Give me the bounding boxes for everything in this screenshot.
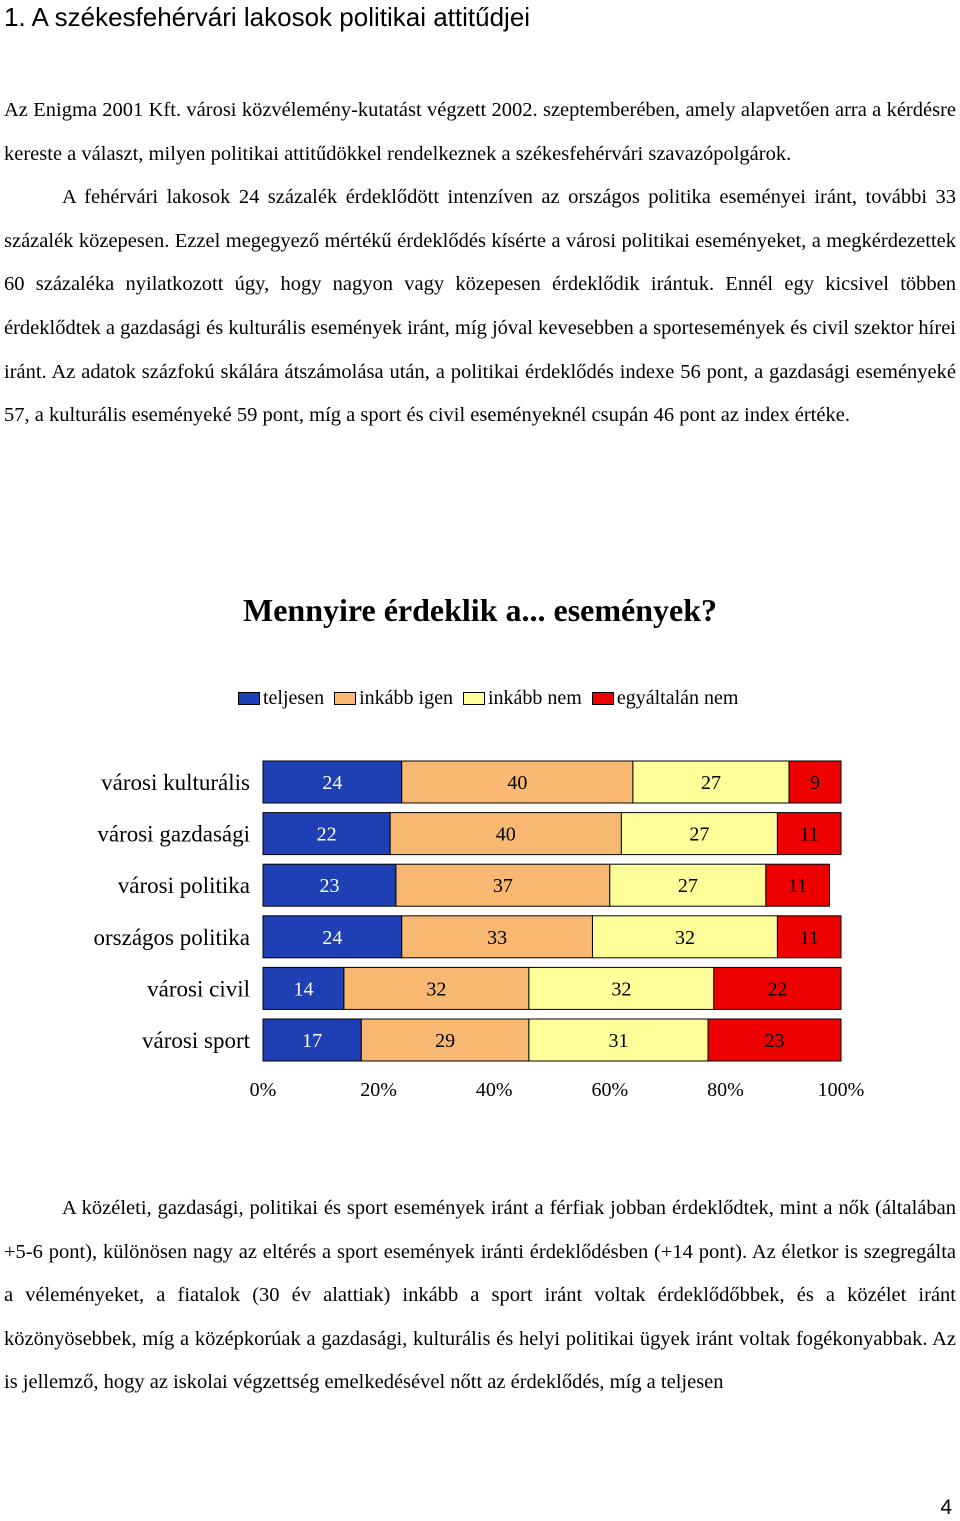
x-tick-label: 100% xyxy=(817,1079,865,1101)
data-label: 27 xyxy=(700,772,721,794)
x-tick-label: 40% xyxy=(475,1079,513,1101)
category-label: országos politika xyxy=(93,924,250,950)
legend-swatch xyxy=(238,692,260,705)
conclusion-paragraph xyxy=(4,1187,956,1405)
data-label: 29 xyxy=(435,1030,456,1052)
data-label: 33 xyxy=(487,926,508,949)
data-label: 32 xyxy=(611,978,632,1001)
data-label: 32 xyxy=(426,978,447,1001)
legend-label: inkább igen xyxy=(359,687,453,709)
data-label: 40 xyxy=(495,823,516,846)
x-tick-label: 80% xyxy=(707,1079,744,1101)
intro-paragraph-findings: A fehérvári lakosok 24 százalék érdeklődött intenzíven az országos politika eseményei iránt, további 33 százalék közepesen. Ezzel megegyező mértékű érdeklődés kísérte a városi politikai eseményeket, a megkérdezettek 60 százaléka nyilatkozott úgy, hogy nagyon vagy közepesen érdeklődik irántuk. Ennél egy kicsivel többen érdeklődtek a gazdasági és kulturális események iránt, míg jóval kevesebben a sportesemények és civil szektor hírei iránt. Az adatok százfokú skálára átszámolása után, a politikai érdeklődés indexe 56 pont, a gazdasági eseményeké 57, a kulturális eseményeké 59 pont, míg a sport és civil eseményeknél csupán 46 pont az index értéke. xyxy=(4,186,956,427)
legend-item-egyaltalan-nem xyxy=(592,684,739,712)
legend-swatch xyxy=(592,692,614,705)
data-label: 17 xyxy=(302,1030,323,1052)
data-label: 22 xyxy=(316,823,337,846)
legend-label: egyáltalán nem xyxy=(616,687,739,709)
stacked-bar-chart xyxy=(0,740,960,1120)
legend-swatch xyxy=(334,692,356,705)
legend-item-inkabb-nem xyxy=(463,684,582,712)
data-label: 14 xyxy=(293,978,314,1001)
x-tick-label: 20% xyxy=(360,1079,397,1101)
legend-item-inkabb-igen xyxy=(334,684,453,712)
legend-label: inkább nem xyxy=(487,687,582,709)
data-label: 37 xyxy=(492,875,513,898)
x-tick-label: 60% xyxy=(591,1079,629,1101)
category-label: városi gazdasági xyxy=(97,821,250,847)
category-label: városi sport xyxy=(142,1028,250,1053)
data-label: 11 xyxy=(799,823,819,846)
data-label: 23 xyxy=(764,1030,785,1052)
data-label: 11 xyxy=(799,926,819,949)
data-label: 40 xyxy=(507,772,528,794)
chart-legend xyxy=(238,684,748,712)
legend-item-teljesen xyxy=(238,684,324,712)
data-label: 24 xyxy=(322,772,343,794)
intro-paragraph-sentence: Az Enigma 2001 Kft. városi közvélemény-kutatást végzett 2002. szeptemberében, amely alapvetően arra a kérdésre kereste a választ, milyen politikai attitűdökkel rendelkeznek a székesfehérvári szavazópolgárok. xyxy=(4,99,956,165)
conclusion-paragraph-text: A közéleti, gazdasági, politikai és sport események iránt a férfiak jobban érdeklődtek, mint a nők (általában +5-6 pont), különösen nagy az eltérés a sport események iránti érdeklődésben (+14 pont). Az életkor is szegregálta a véleményeket, a fiatalok (30 év alattiak) inkább a sport iránt voltak érdeklődőbbek, és a közélet iránt közönyösebbek, míg a középkorúak a gazdasági, kulturális és helyi politikai ügyek iránt voltak fogékonyabbak. Az is jellemző, hogy az iskolai végzettség emelkedésével nőtt az érdeklődés, míg a teljesen xyxy=(4,1197,956,1394)
data-label: 32 xyxy=(674,926,695,949)
section-heading: 1. A székesfehérvári lakosok politikai attitűdjei xyxy=(4,2,531,32)
legend-label: teljesen xyxy=(263,687,325,709)
category-label: városi politika xyxy=(117,873,250,899)
data-label: 9 xyxy=(809,772,820,794)
data-label: 22 xyxy=(767,978,788,1001)
x-tick-label: 0% xyxy=(249,1079,277,1101)
data-label: 23 xyxy=(319,875,340,898)
chart-title: Mennyire érdeklik a... események? xyxy=(242,592,717,628)
data-label: 27 xyxy=(677,875,698,898)
data-label: 31 xyxy=(608,1030,629,1052)
category-label: városi civil xyxy=(147,976,250,1002)
category-label: városi kulturális xyxy=(101,770,250,795)
intro-paragraph xyxy=(4,89,956,438)
data-label: 24 xyxy=(322,926,343,949)
legend-swatch xyxy=(463,692,485,705)
data-label: 27 xyxy=(689,823,710,846)
data-label: 11 xyxy=(788,875,808,898)
page-number: 4 xyxy=(940,1496,952,1519)
